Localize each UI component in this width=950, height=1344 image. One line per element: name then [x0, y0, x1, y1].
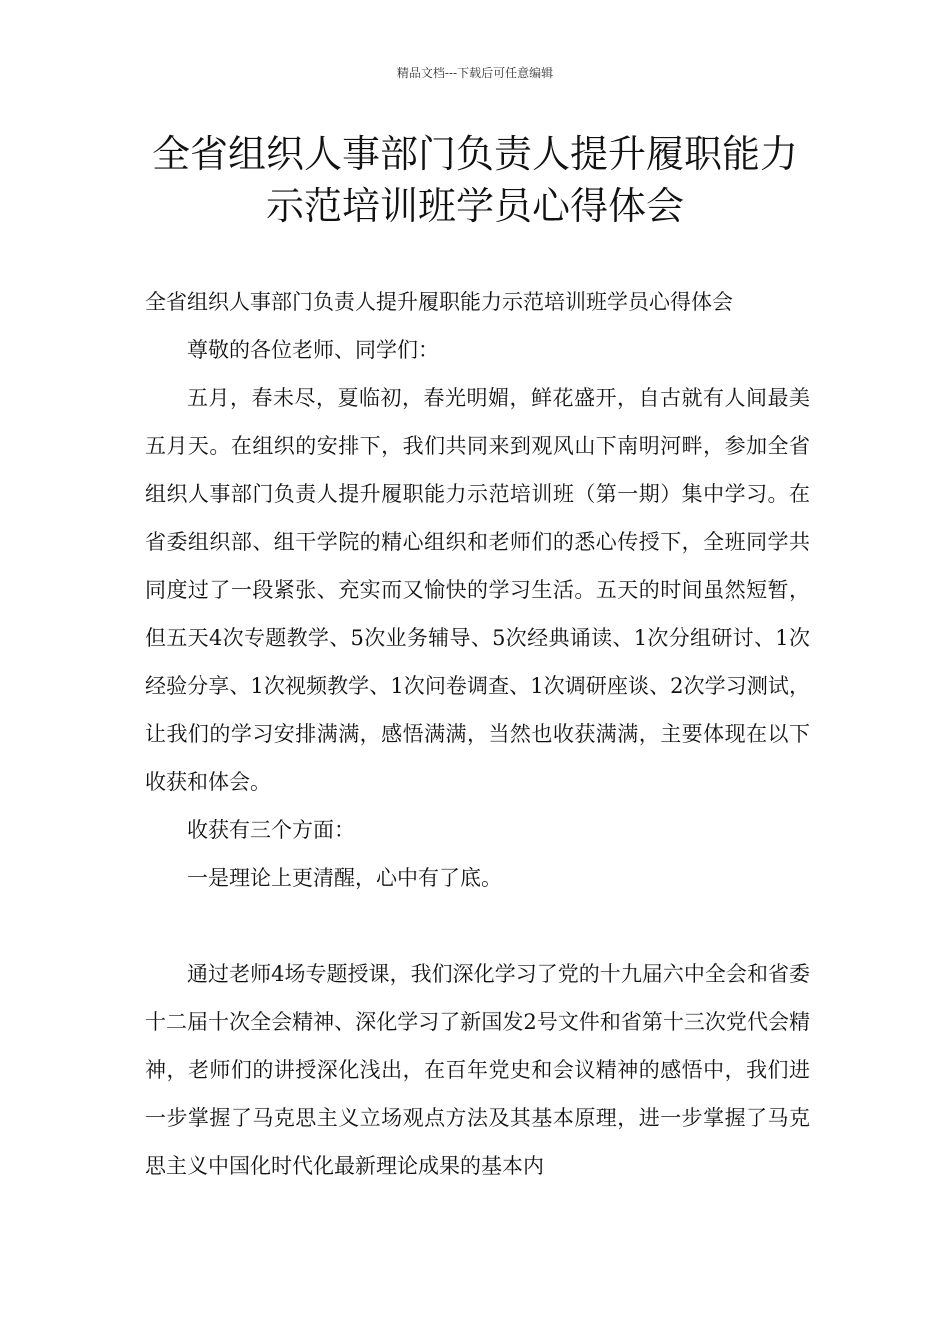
paragraph-4: 通过老师4场专题授课，我们深化学习了党的十九届六中全会和省委十二届十次全会精神、深化学习了新国发2号文件和省第十三次党代会精神，老师们的讲授深化浅出，在百年党史和会议精神的感悟中，我们进一步掌握了马克思主义立场观点方法及其基本原理，进一步掌握了马克思主义中国化时代化最新理论成果的基本内	[145, 962, 810, 1178]
paragraph-3: 一是理论上更清醒，心中有了底。	[187, 866, 502, 890]
header-note: 精品文档---下载后可任意编辑	[396, 66, 554, 80]
paragraph-1: 五月，春未尽，夏临初，春光明媚，鲜花盛开，自古就有人间最美五月天。在组织的安排下，我们共同来到观风山下南明河畔，参加全省组织人事部门负责人提升履职能力示范培训班（第一期）集中学习。在省委组织部、组干学院的精心组织和老师们的悉心传授下，全班同学共同度过了一段紧张、充实而又愉快的学习生活。五天的时间虽然短暂，但五天4次专题教学、5次业务辅导、5次经典诵读、1次分组研讨、1次经验分享、1次视频教学、1次问卷调查、1次调研座谈、2次学习测试，让我们的学习安排满满，感悟满满，当然也收获满满，主要体现在以下收获和体会。	[145, 386, 810, 794]
title-line-1: 全省组织人事部门负责人提升履职能力	[151, 132, 798, 176]
document-body	[145, 278, 810, 1190]
paragraph-2: 收获有三个方面：	[187, 818, 355, 842]
salutation: 尊敬的各位老师、同学们：	[187, 338, 439, 362]
body-subtitle: 全省组织人事部门负责人提升履职能力示范培训班学员心得体会	[145, 290, 733, 314]
document-title	[120, 128, 830, 232]
title-line-2: 示范培训班学员心得体会	[265, 184, 684, 228]
